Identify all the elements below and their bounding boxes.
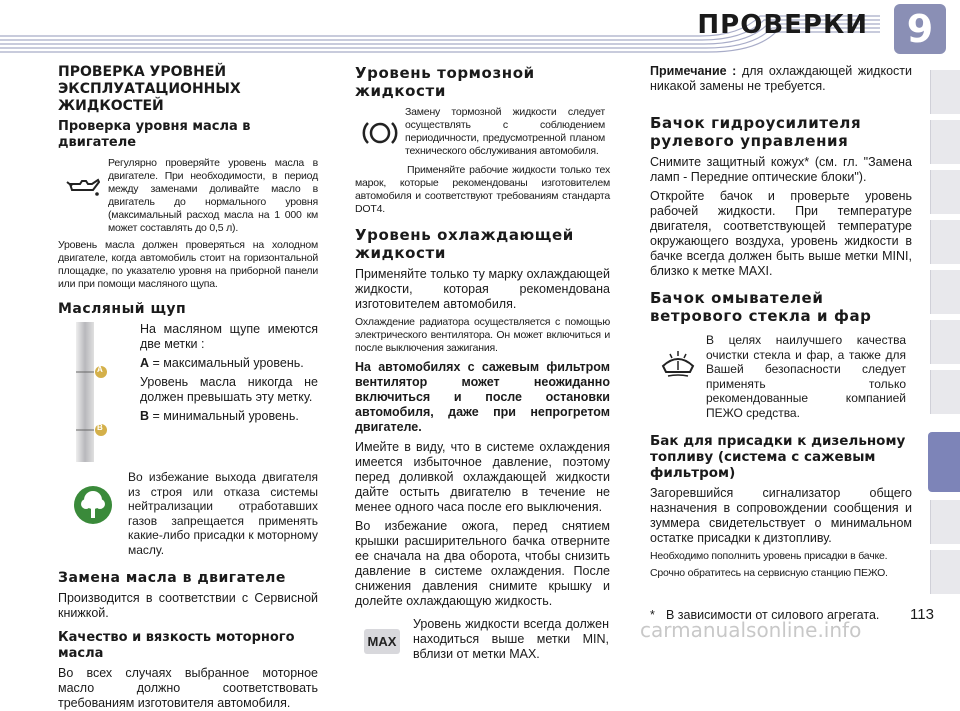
brake-warning-icon: [355, 106, 405, 160]
eco-tree-icon: [58, 470, 128, 540]
diesel-text3: Срочно обратитесь на сервисную станцию ПЕЖО.: [650, 566, 888, 579]
dipstick-intro: На масляном щупе имеются две метки :: [140, 322, 318, 351]
power-steering-title: Бачок гидроусилителя рулевого управления: [650, 114, 862, 150]
dipstick-illustration: [58, 322, 128, 462]
coolant-text5: Уровень жидкости всегда должен находиться выше метки MIN, вблизи от метки MAX.: [413, 617, 609, 661]
eco-warning-text: Во избежание выхода двигателя из строя или отказа системы нейтрализации отработавших газов запрещается применять какие-либо присадки к моторному маслу.: [128, 470, 318, 557]
oil-check-text: Регулярно проверяйте уровень масла в двигателе. При необходимости, в период между заменами доливайте масло в двигатель до нормального уровня (максимальный расход масла на 1 000 км может составлять до 0,5 л).: [108, 157, 318, 234]
side-tab[interactable]: [930, 170, 960, 214]
side-tab[interactable]: [930, 270, 960, 314]
note-text: для охлаждающей жидкости никакой замены не требуется.: [650, 64, 912, 93]
watermark: carmanualsonline.info: [640, 618, 862, 642]
dipstick-title: Масляный щуп: [58, 301, 187, 317]
side-tab-active[interactable]: [928, 432, 960, 492]
power-steering-text2: Откройте бачок и проверьте уровень рабочей жидкости. При температуре двигателя, соответствующей температуре окружающего воздуха, уровень жидкости в бачке всегда должен быть выше метки MINI, близко к метке MAXI.: [650, 189, 912, 278]
dipstick-label-b: B: [97, 423, 103, 432]
column-2: [355, 64, 610, 665]
oil-change-text: Производится в соответствии с Сервисной книжкой.: [58, 590, 318, 620]
coolant-bold-warning: На автомобилях с сажевым фильтром вентилятор может неожиданно включиться и после остановки автомобиля, даже при непрогретом двигателе.: [355, 360, 610, 434]
coolant-text1: Применяйте только ту марку охлаждающей жидкости, которая рекомендована изготовителем автомобиля.: [355, 267, 610, 311]
side-tab[interactable]: [930, 550, 960, 594]
side-tab[interactable]: [930, 220, 960, 264]
footnote-text: В зависимости от силового агрегата.: [666, 607, 880, 622]
section-title: ЭКСПЛУАТАЦИОННЫХ ЖИДКОСТЕЙ: [58, 81, 241, 114]
mark-b-text: = минимальный уровень.: [152, 409, 299, 423]
coolant-title: Уровень охлаждающей жидкости: [355, 226, 574, 262]
coolant-text4: Во избежание ожога, перед снятием крышки расширительного бачка отверните ее сначала на два оборота, чтобы снизить давление в системе охлаждения. После снижения давления снимите крышку и долейте охлаждающую жидкость.: [355, 519, 610, 608]
oil-quality-text: Во всех случаях выбранное моторное масло должно соответствовать требованиям изготовителя автомобиля.: [58, 665, 318, 710]
coolant-text3: Имейте в виду, что в системе охлаждения имеется избыточное давление, поэтому перед доливкой охлаждающей жидкости дайте остыть двигателю в течение не менее одного часа после его выключения.: [355, 440, 610, 514]
dipstick-label-a: A: [97, 365, 103, 374]
chapter-badge: 9: [894, 4, 946, 54]
footnote-mark: *: [650, 607, 655, 622]
oil-quality-title: Качество и вязкость моторного масла: [58, 629, 295, 661]
coolant-text2: Охлаждение радиатора осуществляется с помощью электрического вентилятора. Он может включиться и после выключения зажигания.: [355, 316, 610, 354]
side-tab[interactable]: [930, 70, 960, 114]
side-tab[interactable]: [930, 370, 960, 414]
diesel-additive-title: Бак для присадки к дизельному топливу (система с сажевым фильтром): [650, 432, 906, 481]
washer-icon: [650, 333, 706, 393]
brake-text1: Замену тормозной жидкости следует осуществлять с соблюдением периодичности, предусмотренной планом технического обслуживания автомобиля.: [405, 106, 605, 157]
oil-check-title: Проверка уровня масла в двигателе: [58, 119, 251, 150]
side-tab[interactable]: [930, 120, 960, 164]
oil-can-icon: [58, 157, 108, 217]
mark-a-letter: A: [140, 356, 150, 370]
note-label: Примечание :: [650, 64, 737, 78]
header-band: [0, 0, 960, 62]
washer-title: Бачок омывателей ветрового стекла и фар: [650, 289, 872, 325]
side-tab[interactable]: [930, 320, 960, 364]
page-title: ПРОВЕРКИ: [697, 10, 868, 40]
oil-change-title: Замена масла в двигателе: [58, 569, 286, 586]
side-tab[interactable]: [930, 500, 960, 544]
washer-text: В целях наилучшего качества очистки стекла и фар, а также для Вашей безопасности следует применять только рекомендованные компанией ПЕЖО средства.: [706, 333, 906, 420]
diesel-text2: Необходимо пополнить уровень присадки в бачке.: [650, 549, 888, 562]
max-level-illustration: [355, 617, 409, 665]
mark-a-text: = максимальный уровень.: [152, 356, 304, 370]
mark-b-letter: B: [140, 409, 150, 423]
diesel-text1: Загоревшийся сигнализатор общего назначения в сопровождении сообщения и зуммера свидетельствует о минимальном остатке присадки к дизтопливу.: [650, 485, 912, 545]
section-title: ПРОВЕРКА УРОВНЕЙ: [58, 64, 227, 80]
brake-text2: Применяйте рабочие жидкости только тех марок, которые рекомендованы изготовителем автомобиля и соответствуют требованиям стандарта DOT4.: [355, 164, 610, 215]
column-1: [58, 64, 318, 711]
page-number: 113: [910, 606, 934, 623]
dipstick-warning: Уровень масла никогда не должен превышать эту метку.: [140, 375, 318, 404]
oil-check-text2: Уровень масла должен проверяться на холодном двигателе, когда автомобиль стоит на горизонтальной площадке, по указателю уровня на приборной панели или при помощи масляного щупа.: [58, 239, 318, 290]
column-3: [650, 64, 912, 623]
power-steering-text1: Снимите защитный кожух* (см. гл. "Замена ламп - Передние оптические блоки").: [650, 155, 912, 184]
max-label: MAX: [364, 629, 401, 654]
brake-title: Уровень тормозной жидкости: [355, 64, 535, 100]
